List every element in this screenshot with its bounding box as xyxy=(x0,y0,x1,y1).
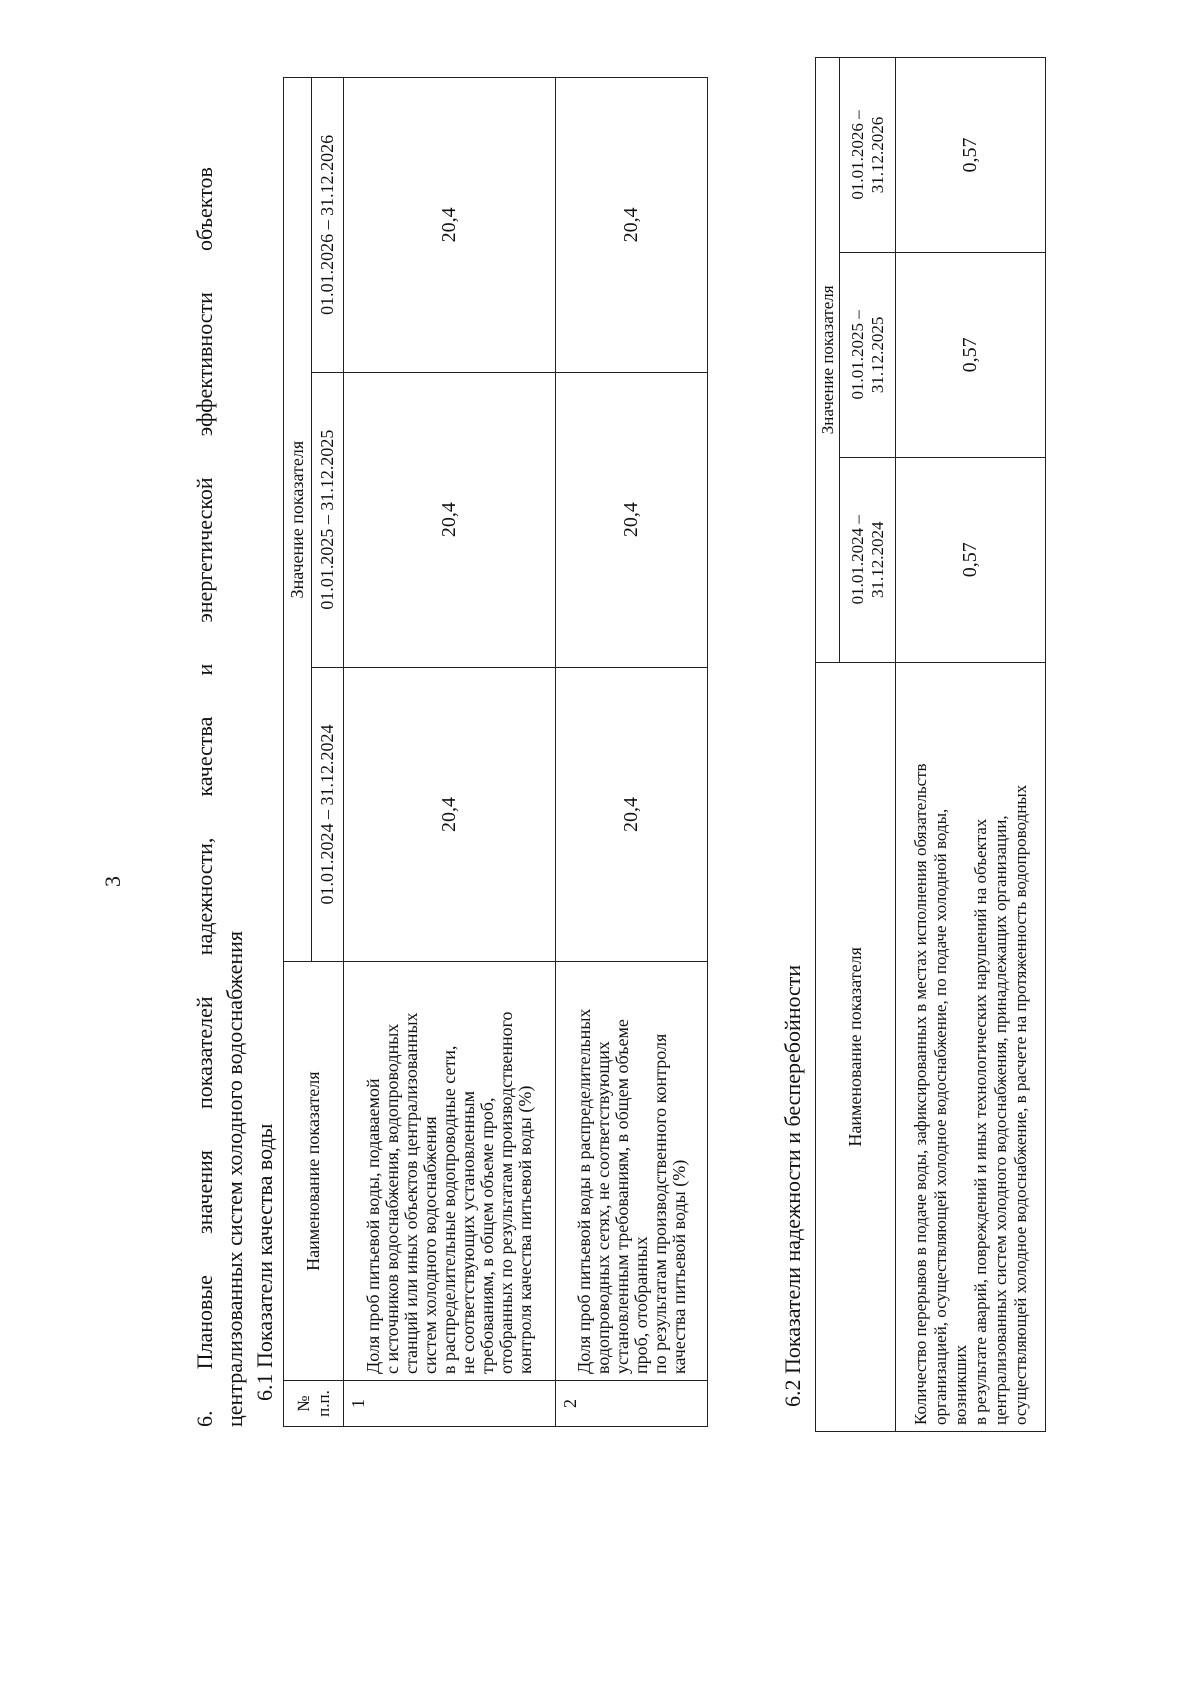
row-value: 20,4 xyxy=(344,372,556,667)
row-value: 0,57 xyxy=(896,58,1046,253)
heading-word: 6. xyxy=(192,1410,217,1427)
page-number: 3 xyxy=(100,876,125,887)
col-values-header: Значение показателя xyxy=(816,58,840,663)
table-row xyxy=(344,78,556,1427)
row-name: Доля проб питьевой воды, подаваемой с источников водоснабжения, водопроводных станций или иных объектов централизованных систем холодного водоснабжения в распределительные водопроводные сети, не соответствующих установленным требованиям, в общем объеме проб, отобранных по результатам производственного контроля качества питьевой воды (%) xyxy=(344,962,556,1381)
heading-word: надежности, xyxy=(192,837,217,956)
period-header: 01.01.2025 – 31.12.2025 xyxy=(312,372,344,667)
section-heading-line2: централизованных систем холодного водоснабжения xyxy=(222,930,247,1427)
row-value: 0,57 xyxy=(896,252,1046,457)
row-number: 1 xyxy=(344,1381,556,1427)
row-value: 20,4 xyxy=(344,667,556,962)
section-heading-line1 xyxy=(190,167,220,1427)
row-value: 20,4 xyxy=(344,78,556,373)
table-row xyxy=(896,58,1046,1432)
section-heading xyxy=(190,167,280,1427)
period-header: 01.01.2024 – 31.12.2024 xyxy=(840,457,896,662)
table-row xyxy=(556,78,708,1427)
heading-word: эффективности xyxy=(192,292,217,437)
period-header: 01.01.2026 – 31.12.2026 xyxy=(312,78,344,373)
heading-word: и xyxy=(192,663,217,676)
reliability-table xyxy=(815,57,1046,1432)
period-header: 01.01.2026 – 31.12.2026 xyxy=(840,58,896,253)
col-name-header: Наименование показателя xyxy=(284,962,344,1381)
row-number: 2 xyxy=(556,1381,708,1427)
heading-word: объектов xyxy=(192,167,217,251)
row-value: 20,4 xyxy=(556,78,708,373)
heading-word: значения xyxy=(192,1150,217,1234)
table2-title: 6.2 Показатели надежности и бесперебойности xyxy=(780,964,805,1407)
period-header: 01.01.2025 – 31.12.2025 xyxy=(840,252,896,457)
col-values-header: Значение показателя xyxy=(284,78,312,962)
col-number-header: № п.п. xyxy=(284,1381,344,1427)
table1-title: 6.1 Показатели качества воды xyxy=(252,1123,277,1401)
col-name-header: Наименование показателя xyxy=(816,662,896,1431)
row-value: 20,4 xyxy=(556,372,708,667)
heading-word: качества xyxy=(192,716,217,797)
period-header: 01.01.2024 – 31.12.2024 xyxy=(312,667,344,962)
water-quality-table xyxy=(283,77,708,1427)
row-name: Доля проб питьевой воды в распределительных водопроводных сетях, не соответствующих установленным требованиям, в общем объеме проб, отобранных по результатам производственного контроля качества питьевой воды (%) xyxy=(556,962,708,1381)
row-value: 0,57 xyxy=(896,457,1046,662)
row-name: Количество перерывов в подаче воды, зафиксированных в местах исполнения обязательств организацией, осуществляющей холодное водоснабжение, по подаче холодной воды, возникших в результате аварий, повреждений и иных технологических нарушений на объектах централизованных систем холодного водоснабжения, принадлежащих организации, осуществляющей холодное водоснабжение, в расчете на протяженность водопроводных xyxy=(896,662,1046,1431)
heading-word: показателей xyxy=(192,996,217,1110)
heading-word: Плановые xyxy=(192,1275,217,1370)
heading-word: энергетической xyxy=(192,477,217,623)
row-value: 20,4 xyxy=(556,667,708,962)
